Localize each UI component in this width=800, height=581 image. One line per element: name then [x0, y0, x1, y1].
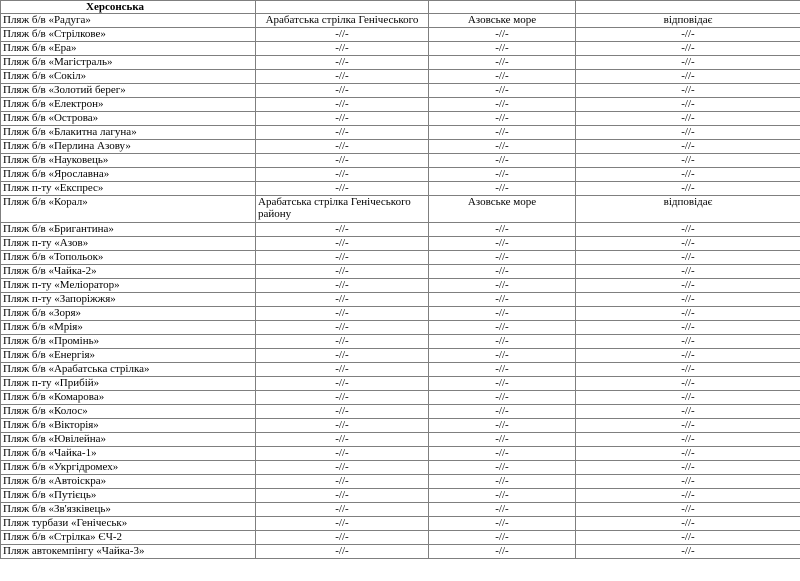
- table-row: [1, 168, 800, 182]
- location-cell[interactable]: -//-: [256, 405, 429, 419]
- table-row: [1, 251, 800, 265]
- table-row: [1, 182, 800, 196]
- table-row: [1, 196, 800, 223]
- location-cell[interactable]: -//-: [256, 433, 429, 447]
- table-row: [1, 461, 800, 475]
- location-cell[interactable]: -//-: [256, 349, 429, 363]
- sea-cell[interactable]: -//-: [429, 391, 576, 405]
- location-cell[interactable]: -//-: [256, 307, 429, 321]
- beach-name-cell[interactable]: Пляж турбази «Генічеськ»: [1, 517, 256, 531]
- table-row: [1, 531, 800, 545]
- sea-cell[interactable]: -//-: [429, 28, 576, 42]
- beach-name-cell[interactable]: Пляж б/в «Чайка-1»: [1, 447, 256, 461]
- status-cell[interactable]: -//-: [576, 265, 800, 279]
- location-cell[interactable]: -//-: [256, 531, 429, 545]
- beach-name-cell[interactable]: Пляж б/в «Блакитна лагуна»: [1, 126, 256, 140]
- status-cell[interactable]: -//-: [576, 42, 800, 56]
- status-cell[interactable]: -//-: [576, 489, 800, 503]
- sea-cell[interactable]: -//-: [429, 545, 576, 559]
- status-cell[interactable]: -//-: [576, 517, 800, 531]
- sea-cell[interactable]: -//-: [429, 126, 576, 140]
- table-row: [1, 70, 800, 84]
- table-row: [1, 154, 800, 168]
- table-row: [1, 265, 800, 279]
- sea-cell[interactable]: -//-: [429, 84, 576, 98]
- status-cell[interactable]: -//-: [576, 223, 800, 237]
- empty-cell[interactable]: [256, 1, 429, 14]
- sea-cell[interactable]: -//-: [429, 42, 576, 56]
- status-cell[interactable]: -//-: [576, 293, 800, 307]
- location-cell[interactable]: -//-: [256, 447, 429, 461]
- status-cell[interactable]: -//-: [576, 419, 800, 433]
- status-cell[interactable]: -//-: [576, 279, 800, 293]
- sea-cell[interactable]: -//-: [429, 98, 576, 112]
- beach-name-cell[interactable]: Пляж б/в «Стрілкове»: [1, 28, 256, 42]
- location-cell[interactable]: -//-: [256, 126, 429, 140]
- table-row: [1, 503, 800, 517]
- sea-cell[interactable]: -//-: [429, 461, 576, 475]
- status-cell[interactable]: відповідає: [576, 14, 800, 28]
- location-cell[interactable]: -//-: [256, 475, 429, 489]
- table-row: [1, 545, 800, 559]
- table-row: [1, 56, 800, 70]
- table-row: [1, 307, 800, 321]
- beach-name-cell[interactable]: Пляж б/в «Ювілейна»: [1, 433, 256, 447]
- sea-cell[interactable]: -//-: [429, 279, 576, 293]
- beach-name-cell[interactable]: Пляж б/в «Корал»: [1, 196, 256, 223]
- table-row: [1, 349, 800, 363]
- sea-cell[interactable]: -//-: [429, 321, 576, 335]
- status-cell[interactable]: -//-: [576, 251, 800, 265]
- empty-cell[interactable]: [576, 1, 800, 14]
- location-cell[interactable]: Арабатська стрілка Генічеського: [256, 14, 429, 28]
- location-cell[interactable]: -//-: [256, 70, 429, 84]
- beach-name-cell[interactable]: Пляж б/в «Путієць»: [1, 489, 256, 503]
- beach-name-cell[interactable]: Пляж п-ту «Меліоратор»: [1, 279, 256, 293]
- table-row: [1, 84, 800, 98]
- sea-cell[interactable]: -//-: [429, 251, 576, 265]
- sea-cell[interactable]: Азовське море: [429, 14, 576, 28]
- status-cell[interactable]: -//-: [576, 126, 800, 140]
- table-row: [1, 140, 800, 154]
- sea-cell[interactable]: -//-: [429, 503, 576, 517]
- sea-cell[interactable]: -//-: [429, 237, 576, 251]
- region-cell[interactable]: Херсонська: [1, 1, 256, 14]
- sea-cell[interactable]: -//-: [429, 56, 576, 70]
- status-cell[interactable]: -//-: [576, 391, 800, 405]
- table-row: [1, 475, 800, 489]
- table-row: [1, 237, 800, 251]
- table-row: [1, 42, 800, 56]
- beach-name-cell[interactable]: Пляж б/в «Зоря»: [1, 307, 256, 321]
- status-cell[interactable]: -//-: [576, 503, 800, 517]
- table-row: [1, 335, 800, 349]
- location-cell[interactable]: -//-: [256, 42, 429, 56]
- sea-cell[interactable]: -//-: [429, 475, 576, 489]
- sea-cell[interactable]: -//-: [429, 335, 576, 349]
- beach-name-cell[interactable]: Пляж б/в «Бригантина»: [1, 223, 256, 237]
- status-cell[interactable]: -//-: [576, 321, 800, 335]
- beach-name-cell[interactable]: Пляж б/в «Колос»: [1, 405, 256, 419]
- location-cell[interactable]: -//-: [256, 461, 429, 475]
- sea-cell[interactable]: -//-: [429, 112, 576, 126]
- location-cell[interactable]: -//-: [256, 84, 429, 98]
- sea-cell[interactable]: -//-: [429, 405, 576, 419]
- beach-name-cell[interactable]: Пляж б/в «Сокіл»: [1, 70, 256, 84]
- beach-name-cell[interactable]: Пляж б/в «Острова»: [1, 112, 256, 126]
- table-row: [1, 98, 800, 112]
- sea-cell[interactable]: -//-: [429, 419, 576, 433]
- beach-name-cell[interactable]: Пляж б/в «Енергія»: [1, 349, 256, 363]
- status-cell[interactable]: -//-: [576, 182, 800, 196]
- beach-name-cell[interactable]: Пляж б/в «Комарова»: [1, 391, 256, 405]
- location-cell[interactable]: -//-: [256, 279, 429, 293]
- status-cell[interactable]: відповідає: [576, 196, 800, 223]
- region-row: [1, 1, 800, 14]
- location-cell[interactable]: -//-: [256, 335, 429, 349]
- sea-cell[interactable]: Азовське море: [429, 196, 576, 223]
- status-cell[interactable]: -//-: [576, 84, 800, 98]
- beach-name-cell[interactable]: Пляж б/в «Мрія»: [1, 321, 256, 335]
- sea-cell[interactable]: -//-: [429, 517, 576, 531]
- status-cell[interactable]: -//-: [576, 363, 800, 377]
- sea-cell[interactable]: -//-: [429, 223, 576, 237]
- location-cell[interactable]: -//-: [256, 112, 429, 126]
- sea-cell[interactable]: -//-: [429, 265, 576, 279]
- location-cell[interactable]: -//-: [256, 363, 429, 377]
- location-cell[interactable]: -//-: [256, 377, 429, 391]
- beach-name-cell[interactable]: Пляж п-ту «Азов»: [1, 237, 256, 251]
- table-row: [1, 447, 800, 461]
- table-row: [1, 321, 800, 335]
- table-row: [1, 405, 800, 419]
- table-row: [1, 489, 800, 503]
- status-cell[interactable]: -//-: [576, 237, 800, 251]
- status-cell[interactable]: -//-: [576, 56, 800, 70]
- table-row: [1, 126, 800, 140]
- beach-name-cell[interactable]: Пляж б/в «Науковець»: [1, 154, 256, 168]
- beach-name-cell[interactable]: Пляж б/в «Укргідромех»: [1, 461, 256, 475]
- beach-name-cell[interactable]: Пляж п-ту «Експрес»: [1, 182, 256, 196]
- location-cell[interactable]: -//-: [256, 168, 429, 182]
- sea-cell[interactable]: -//-: [429, 377, 576, 391]
- table-row: [1, 377, 800, 391]
- location-cell[interactable]: -//-: [256, 56, 429, 70]
- status-cell[interactable]: -//-: [576, 475, 800, 489]
- beach-name-cell[interactable]: Пляж п-ту «Запоріжжя»: [1, 293, 256, 307]
- location-cell[interactable]: -//-: [256, 98, 429, 112]
- status-cell[interactable]: -//-: [576, 531, 800, 545]
- beach-name-cell[interactable]: Пляж б/в «Вікторія»: [1, 419, 256, 433]
- location-cell[interactable]: -//-: [256, 28, 429, 42]
- location-cell[interactable]: -//-: [256, 503, 429, 517]
- sea-cell[interactable]: -//-: [429, 154, 576, 168]
- beach-name-cell[interactable]: Пляж б/в «Золотий берег»: [1, 84, 256, 98]
- table-row: [1, 279, 800, 293]
- table-row: [1, 223, 800, 237]
- beach-name-cell[interactable]: Пляж б/в «Стрілка» ЄЧ-2: [1, 531, 256, 545]
- table-row: [1, 419, 800, 433]
- status-cell[interactable]: -//-: [576, 335, 800, 349]
- location-cell[interactable]: -//-: [256, 265, 429, 279]
- sea-cell[interactable]: -//-: [429, 182, 576, 196]
- table-row: [1, 293, 800, 307]
- status-cell[interactable]: -//-: [576, 168, 800, 182]
- location-cell[interactable]: -//-: [256, 154, 429, 168]
- status-cell[interactable]: -//-: [576, 70, 800, 84]
- sea-cell[interactable]: -//-: [429, 307, 576, 321]
- beach-name-cell[interactable]: Пляж б/в «Промінь»: [1, 335, 256, 349]
- table-row: [1, 112, 800, 126]
- table-row: [1, 28, 800, 42]
- location-cell[interactable]: -//-: [256, 293, 429, 307]
- beach-name-cell[interactable]: Пляж автокемпінгу «Чайка-3»: [1, 545, 256, 559]
- status-cell[interactable]: -//-: [576, 307, 800, 321]
- sea-cell[interactable]: -//-: [429, 433, 576, 447]
- table-row: [1, 363, 800, 377]
- beach-name-cell[interactable]: Пляж б/в «Ярославна»: [1, 168, 256, 182]
- sea-cell[interactable]: -//-: [429, 168, 576, 182]
- sea-cell[interactable]: -//-: [429, 489, 576, 503]
- beach-name-cell[interactable]: Пляж б/в «Радуга»: [1, 14, 256, 28]
- beach-name-cell[interactable]: Пляж б/в «Магістраль»: [1, 56, 256, 70]
- status-cell[interactable]: -//-: [576, 28, 800, 42]
- location-cell[interactable]: -//-: [256, 182, 429, 196]
- location-cell[interactable]: -//-: [256, 237, 429, 251]
- location-cell[interactable]: -//-: [256, 223, 429, 237]
- status-cell[interactable]: -//-: [576, 112, 800, 126]
- status-cell[interactable]: -//-: [576, 405, 800, 419]
- beach-name-cell[interactable]: Пляж б/в «Електрон»: [1, 98, 256, 112]
- table-row: [1, 14, 800, 28]
- status-cell[interactable]: -//-: [576, 154, 800, 168]
- table-row: [1, 433, 800, 447]
- location-cell[interactable]: -//-: [256, 545, 429, 559]
- status-cell[interactable]: -//-: [576, 349, 800, 363]
- location-cell[interactable]: -//-: [256, 489, 429, 503]
- sea-cell[interactable]: -//-: [429, 349, 576, 363]
- empty-cell[interactable]: [429, 1, 576, 14]
- beach-name-cell[interactable]: Пляж б/в «Топольок»: [1, 251, 256, 265]
- status-cell[interactable]: -//-: [576, 461, 800, 475]
- status-cell[interactable]: -//-: [576, 98, 800, 112]
- beach-name-cell[interactable]: Пляж б/в «Зв'язківець»: [1, 503, 256, 517]
- sea-cell[interactable]: -//-: [429, 531, 576, 545]
- location-cell[interactable]: -//-: [256, 140, 429, 154]
- status-cell[interactable]: -//-: [576, 140, 800, 154]
- location-cell[interactable]: -//-: [256, 419, 429, 433]
- beach-name-cell[interactable]: Пляж б/в «Арабатська стрілка»: [1, 363, 256, 377]
- location-cell[interactable]: -//-: [256, 517, 429, 531]
- beach-name-cell[interactable]: Пляж б/в «Перлина Азову»: [1, 140, 256, 154]
- sea-cell[interactable]: -//-: [429, 140, 576, 154]
- beach-name-cell[interactable]: Пляж п-ту «Прибій»: [1, 377, 256, 391]
- status-cell[interactable]: -//-: [576, 377, 800, 391]
- location-cell[interactable]: -//-: [256, 391, 429, 405]
- sea-cell[interactable]: -//-: [429, 447, 576, 461]
- sea-cell[interactable]: -//-: [429, 363, 576, 377]
- beach-name-cell[interactable]: Пляж б/в «Ера»: [1, 42, 256, 56]
- table-row: [1, 391, 800, 405]
- location-cell[interactable]: -//-: [256, 251, 429, 265]
- status-cell[interactable]: -//-: [576, 433, 800, 447]
- status-cell[interactable]: -//-: [576, 447, 800, 461]
- status-cell[interactable]: -//-: [576, 545, 800, 559]
- location-cell[interactable]: Арабатська стрілка Генічеського району: [256, 196, 429, 223]
- beach-name-cell[interactable]: Пляж б/в «Чайка-2»: [1, 265, 256, 279]
- sea-cell[interactable]: -//-: [429, 70, 576, 84]
- location-cell[interactable]: -//-: [256, 321, 429, 335]
- beach-name-cell[interactable]: Пляж б/в «Автоіскра»: [1, 475, 256, 489]
- sea-cell[interactable]: -//-: [429, 293, 576, 307]
- table-row: [1, 517, 800, 531]
